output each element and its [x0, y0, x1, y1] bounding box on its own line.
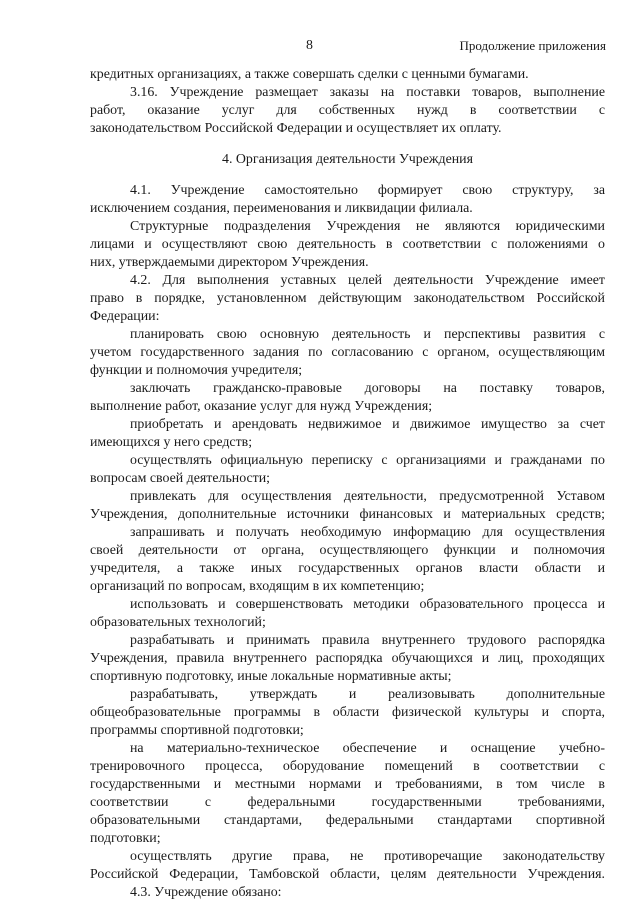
text-line: законодательством Российской Федерации и осуществляет их оплату.: [90, 121, 502, 136]
text-line: выполнение работ, оказание услуг для нужд Учреждения;: [90, 399, 433, 414]
text-line: разрабатывать и принимать правила внутреннего трудового распорядка: [130, 633, 605, 648]
text-line: 4.3. Учреждение обязано:: [130, 885, 282, 900]
text-line: учетом государственного задания по согласованию с органом, осуществляющим: [90, 345, 605, 360]
text-line: государственными и местными нормами и требованиями, в том числе в: [90, 777, 605, 792]
text-line: 3.16. Учреждение размещает заказы на поставки товаров, выполнение: [130, 85, 605, 100]
text-line: работ, оказание услуг для собственных нужд в соответствии с: [90, 103, 605, 118]
text-line: учредителя, а также иных государственных органов власти области и: [90, 561, 605, 576]
text-line: лицами и осуществляют свою деятельность в соответствии с положениями о: [90, 237, 605, 252]
section-heading: 4. Организация деятельности Учреждения: [222, 152, 473, 167]
text-line: заключать гражданско-правовые договоры на поставку товаров,: [130, 381, 605, 396]
text-line: Учреждения, дополнительные источники финансовых и материальных средств;: [90, 507, 605, 522]
text-line: Российской Федерации, Тамбовской области, целям деятельности Учреждения.: [90, 867, 605, 882]
text-line: организаций по вопросам, входящим в их компетенцию;: [90, 579, 425, 594]
text-line: использовать и совершенствовать методики образовательного процесса и: [130, 597, 605, 612]
text-line: функции и полномочия учредителя;: [90, 363, 303, 378]
text-line: на материально-техническое обеспечение и оснащение учебно-: [130, 741, 605, 756]
text-line: образовательными стандартами, федеральными стандартами спортивной: [90, 813, 605, 828]
text-line: подготовки;: [90, 831, 161, 846]
text-line: приобретать и арендовать недвижимое и движимое имущество за счет: [130, 417, 605, 432]
text-line: право в порядке, установленном действующим законодательством Российской: [90, 291, 605, 306]
text-line: осуществлять официальную переписку с организациями и гражданами по: [130, 453, 605, 468]
text-line: вопросам своей деятельности;: [90, 471, 271, 486]
text-line: спортивную подготовку, иные локальные нормативные акты;: [90, 669, 452, 684]
text-line: 4.2. Для выполнения уставных целей деятельности Учреждение имеет: [130, 273, 605, 288]
text-line: образовательных технологий;: [90, 615, 266, 630]
text-line: программы спортивной подготовки;: [90, 723, 304, 738]
text-line: тренировочного процесса, оборудование помещений в соответствии с: [90, 759, 605, 774]
text-line: них, утверждаемыми директором Учреждения.: [90, 255, 369, 270]
text-line: Учреждения, правила внутреннего распорядка обучающихся и лиц, проходящих: [90, 651, 605, 666]
text-line: кредитных организациях, а также совершать сделки с ценными бумагами.: [90, 67, 529, 82]
text-line: Федерации:: [90, 309, 160, 324]
running-title: Продолжение приложения: [459, 38, 606, 53]
text-line: имеющихся у него средств;: [90, 435, 253, 450]
text-line: исключением создания, переименования и ликвидации филиала.: [90, 201, 473, 216]
text-line: соответствии с федеральными государственными требованиями,: [90, 795, 605, 810]
text-line: Структурные подразделения Учреждения не являются юридическими: [130, 219, 605, 234]
text-line: привлекать для осуществления деятельности, предусмотренной Уставом: [130, 489, 605, 504]
text-line: осуществлять другие права, не противоречащие законодательству: [130, 849, 605, 864]
text-line: 4.1. Учреждение самостоятельно формирует свою структуру, за: [130, 183, 605, 198]
text-line: планировать свою основную деятельность и перспективы развития с: [130, 327, 605, 342]
text-line: запрашивать и получать необходимую информацию для осуществления: [130, 525, 605, 540]
text-line: своей деятельности от органа, осуществляющего функции и полномочия: [90, 543, 605, 558]
text-line: разрабатывать, утверждать и реализовывать дополнительные: [130, 687, 605, 702]
text-line: общеобразовательные программы в области физической культуры и спорта,: [90, 705, 605, 720]
page-number: 8: [306, 38, 313, 53]
